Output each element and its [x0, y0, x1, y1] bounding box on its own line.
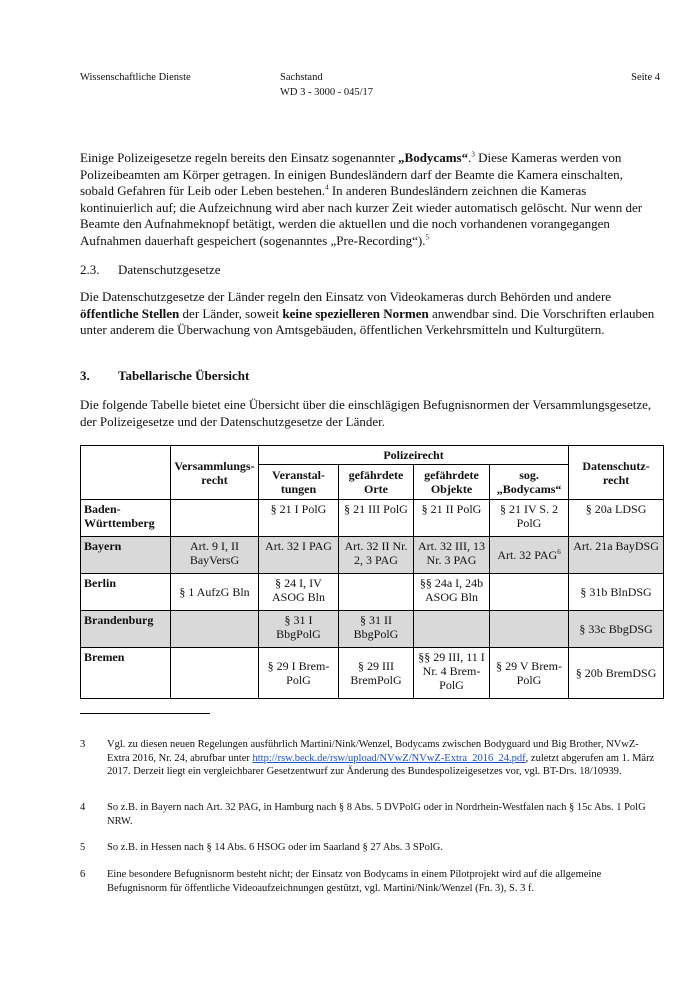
- table-row: [81, 574, 664, 611]
- text-segment: .: [468, 150, 472, 165]
- footnote-number: 6: [80, 869, 86, 880]
- cell-objekte: § 21 II PolG: [414, 500, 490, 537]
- section-number: 2.3.: [80, 262, 100, 277]
- text-segment: Einige Polizeigesetze regeln bereits den Einsatz sogenannter: [80, 150, 399, 165]
- text-segment: Diese Kameras werden von Polizeibeamten am Körper getragen. In einigen Bundesländern darf der Beamte die Kamera einschalten, sobald Gefahren für Leib oder Leben bestehen.: [80, 150, 623, 199]
- section-heading-2-3: [80, 262, 221, 278]
- text-segment: anwendbar sind. Die Vorschriften erlauben unter anderem die Überwachung von Amtsgebäuden, öffentlichen Verkehrsmitteln und Kulturgütern.: [80, 305, 655, 338]
- footnote-text: So z.B. in Hessen nach § 14 Abs. 6 HSOG oder im Saarland § 27 Abs. 3 SPolG.: [107, 842, 443, 853]
- footnote-text: [107, 738, 660, 779]
- cell-veranstaltungen: § 21 I PolG: [259, 500, 339, 537]
- cell-datenschutz: § 31b BlnDSG: [569, 574, 664, 611]
- bold-term: öffentliche Stellen: [80, 305, 180, 321]
- footnote-ref[interactable]: 5: [425, 233, 429, 242]
- cell-datenschutz: § 20b BremDSG: [569, 648, 664, 699]
- cell-orte: § 21 III PolG: [339, 500, 414, 537]
- header-doc-number: WD 3 - 3000 - 045/17: [280, 87, 374, 98]
- footnote-text: So z.B. in Bayern nach Art. 32 PAG, in Hamburg nach § 8 Abs. 5 DVPolG oder in Nordrhein-Westfalen nach § 15c Abs. 1 PolG NRW.: [107, 802, 646, 827]
- footnote-ref[interactable]: 3: [471, 150, 475, 159]
- header-versammlungsrecht: Versammlungs-recht: [171, 446, 259, 500]
- paragraph-table-intro: Die folgende Tabelle bietet eine Übersicht über die einschlägigen Befugnisnormen der Versammlungsgesetze, der Polizeigesetze und der Datenschutzgesetze der Länder.: [80, 397, 652, 429]
- footnote-ref[interactable]: 4: [325, 183, 329, 192]
- table-row: [81, 500, 664, 537]
- header-doc-type: Sachstand: [280, 72, 323, 83]
- cell-bodycams: § 21 IV S. 2 PolG: [490, 500, 569, 537]
- footnote-4: [80, 801, 660, 828]
- table-row: [81, 537, 664, 574]
- cell-datenschutz: § 33c BbgDSG: [569, 611, 664, 648]
- cell-versammlung: [171, 648, 259, 699]
- text-segment: Vgl. zu diesen neuen Regelungen ausführlich Martini/Nink/Wenzel, Bodycams zwischen Bodyguard und Big Brother, NVwZ-Extra 2016, Nr. 24, abrufbar unter: [107, 739, 639, 764]
- cell-veranstaltungen: § 29 I Brem-PolG: [259, 648, 339, 699]
- header-empty-cell: [81, 446, 171, 500]
- row-state: Berlin: [81, 574, 171, 611]
- section-title: Tabellarische Übersicht: [118, 368, 250, 383]
- header-page-number: Seite 4: [631, 72, 660, 83]
- cell-orte: Art. 32 II Nr. 2, 3 PAG: [339, 537, 414, 574]
- table-header-row: [81, 446, 664, 465]
- footnote-ref[interactable]: 6: [557, 548, 561, 556]
- footnote-text: Eine besondere Befugnisnorm besteht nicht; der Einsatz von Bodycams in einem Pilotprojekt wird auf die allgemeine Befugnisnorm für öffentliche Videoaufzeichnungen gestützt, vgl. Martini/Nink/Wenzel (Fn. 3), S. 3 f.: [107, 869, 602, 894]
- header-department: Wissenschaftliche Dienste: [80, 72, 191, 83]
- text-segment: Die Datenschutzgesetze der Länder regeln den Einsatz von Videokameras durch Behörden und andere: [80, 289, 612, 304]
- cell-bodycams: [490, 611, 569, 648]
- cell-veranstaltungen: § 24 I, IV ASOG Bln: [259, 574, 339, 611]
- overview-table: [80, 445, 664, 699]
- cell-veranstaltungen: Art. 32 I PAG: [259, 537, 339, 574]
- header-datenschutzrecht: Datenschutz-recht: [569, 446, 664, 500]
- paragraph-bodycams: [80, 150, 660, 250]
- row-state: Brandenburg: [81, 611, 171, 648]
- row-state: Baden-Württemberg: [81, 500, 171, 537]
- bold-term: keine spezielleren Normen: [282, 305, 429, 321]
- bold-term-bodycams: „Bodycams“: [398, 150, 469, 165]
- footnote-number: 3: [80, 739, 86, 750]
- footnote-6: [80, 868, 660, 895]
- section-title: Datenschutzgesetze: [118, 262, 221, 277]
- footnote-number: 4: [80, 802, 86, 813]
- cell-veranstaltungen: § 31 I BbgPolG: [259, 611, 339, 648]
- footnote-separator: [80, 713, 210, 714]
- table-row: [81, 648, 664, 699]
- row-state: Bayern: [81, 537, 171, 574]
- section-number: 3.: [80, 368, 90, 383]
- subheader-bodycams-line1: sog.: [519, 468, 539, 482]
- footnote-number: 5: [80, 842, 86, 853]
- row-state: Bremen: [81, 648, 171, 699]
- cell-versammlung: [171, 500, 259, 537]
- cell-orte: § 29 III BremPolG: [339, 648, 414, 699]
- subheader-veranstaltungen: Veranstal-tungen: [259, 465, 339, 500]
- subheader-objekte: gefährdete Objekte: [414, 465, 490, 500]
- header-document-info: [280, 70, 373, 100]
- cell-bodycams-text: Art. 32 PAG: [497, 548, 558, 562]
- cell-versammlung: Art. 9 I, II BayVersG: [171, 537, 259, 574]
- header-polizeirecht: Polizeirecht: [259, 446, 569, 465]
- text-segment: , zuletzt abgerufen am 1. März 2017. Derzeit liegt ein vergleichbarer Gesetzentwurf zur Änderung des Bundespolizeigesetzes vor, vgl. BT-Drs. 18/10939.: [107, 752, 655, 778]
- cell-objekte: Art. 32 III, 13 Nr. 3 PAG: [414, 537, 490, 574]
- paragraph-datenschutz: [80, 289, 660, 339]
- cell-objekte: [414, 611, 490, 648]
- cell-bodycams: [490, 574, 569, 611]
- text-segment: der Länder, soweit: [179, 305, 283, 321]
- cell-objekte: §§ 29 III, 11 I Nr. 4 Brem-PolG: [414, 648, 490, 699]
- cell-versammlung: § 1 AufzG Bln: [171, 574, 259, 611]
- footnote-3: [80, 738, 660, 779]
- cell-bodycams: [490, 537, 569, 574]
- subheader-bodycams: [490, 465, 569, 500]
- cell-orte: § 31 II BbgPolG: [339, 611, 414, 648]
- footnote-5: [80, 841, 660, 855]
- text-segment: In anderen Bundesländern zeichnen die Kameras kontinuierlich auf; die Aufzeichnung wird aber nach kurzer Zeit wieder automatisch gelöscht. Nur wenn der Beamte den Aufnahmeknopf betätigt, werden die aktuellen und die noch vorhandenen vorangegangen Aufnahmen dauerhaft gespeichert (sogenanntes „Pre-Recording“).: [80, 183, 643, 248]
- cell-versammlung: [171, 611, 259, 648]
- footnote-link[interactable]: http://rsw.beck.de/rsw/upload/NVwZ/NVwZ-Extra_2016_24.pdf: [252, 752, 526, 764]
- subheader-orte: gefährdete Orte: [339, 465, 414, 500]
- table-row: [81, 611, 664, 648]
- cell-datenschutz: § 20a LDSG: [569, 500, 664, 537]
- cell-bodycams: § 29 V Brem-PolG: [490, 648, 569, 699]
- cell-datenschutz: Art. 21a BayDSG: [569, 537, 664, 574]
- section-heading-3: [80, 368, 249, 384]
- cell-orte: [339, 574, 414, 611]
- subheader-bodycams-line2: „Bodycams“: [496, 482, 562, 496]
- cell-objekte: §§ 24a I, 24b ASOG Bln: [414, 574, 490, 611]
